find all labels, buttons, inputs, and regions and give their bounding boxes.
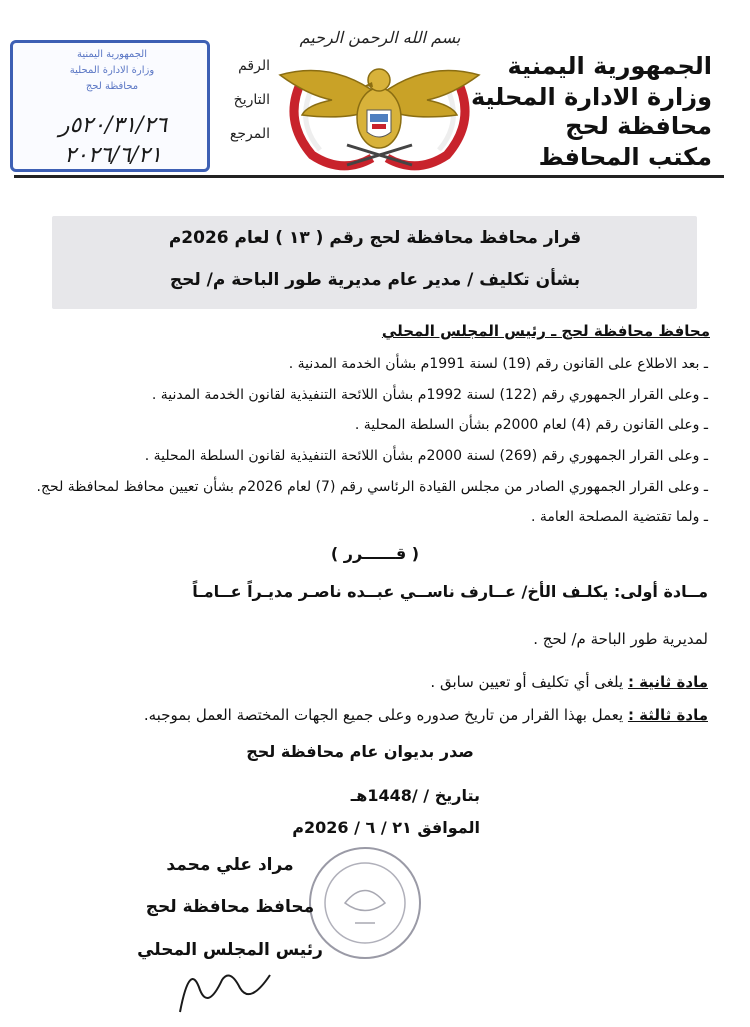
article-third: [28, 706, 708, 724]
signatory-title-governor: محافظ محافظة لحج: [145, 897, 315, 917]
handwritten-ref: ٥٢٠/٣١/٢٦ر: [58, 113, 168, 138]
preamble-item: ـ ولما تقتضية المصلحة العامة .: [530, 509, 708, 525]
basmala: بسم الله الرحمن الرحيم: [299, 28, 461, 47]
stamp-line-2: وزارة الادارة المحلية: [69, 65, 155, 76]
header-divider: [14, 175, 724, 178]
registry-stamp: [10, 40, 210, 172]
article-second: [28, 673, 708, 691]
preamble-item: ـ بعد الاطلاع على القانون رقم (19) لسنة 1991م بشأن الخدمة المدنية .: [288, 356, 708, 372]
stamp-line-1: الجمهورية اليمنية: [76, 49, 147, 60]
article-third-label: مادة ثالثة :: [627, 706, 708, 724]
decision-title: قرار محافظ محافظة لحج رقم ( ١٣ ) لعام 2026م: [168, 228, 582, 248]
org-country: الجمهورية اليمنية: [507, 52, 712, 80]
article-second-text: يلغى أي تكليف أو تعيين سابق .: [430, 673, 624, 691]
org-governorate: محافظة لحج: [565, 112, 712, 140]
article-third-text: يعمل بهذا القرار من تاريخ صدوره وعلى جميع الجهات المختصة العمل بموجبه.: [143, 706, 624, 724]
meta-date-label: التاريخ: [233, 92, 270, 108]
issuing-authority: محافظ محافظة لحج ـ رئيس المجلس المحلي: [381, 322, 710, 340]
hijri-date: بتاريخ / /1448هـ: [350, 786, 480, 805]
signatory-name: مراد علي محمد: [166, 855, 294, 875]
handwritten-date: ٢٠٢٦/٦/٢١: [64, 143, 162, 168]
decision-subject: بشأن تكليف / مدير عام مديرية طور الباحة م/ لحج: [169, 270, 581, 290]
article-first: مــادة أولى: يكلـف الأخ/ عــارف ناســي عبــده ناصـر مديـراً عــامـاً: [192, 582, 708, 601]
preamble-item: ـ وعلى القرار الجمهوري الصادر من مجلس القيادة الرئاسي رقم (7) لعام 2026م بشأن تعيين محافظ لمحافظة لحج.: [36, 479, 708, 495]
org-ministry: وزارة الادارة المحلية: [470, 83, 712, 111]
article-first-continued: لمديرية طور الباحة م/ لحج .: [533, 630, 708, 648]
stamp-line-3: محافظة لحج: [85, 81, 139, 92]
gregorian-date: الموافق ٢١ / ٦ / 2026م: [292, 818, 480, 837]
preamble-item: ـ وعلى القرار الجمهوري رقم (269) لسنة 2000م بشأن اللائحة التنفيذية لقانون السلطة المحلية .: [144, 448, 708, 464]
meta-number-label: الرقم: [238, 58, 270, 74]
signatory-title-council: رئيس المجلس المحلي: [137, 940, 323, 960]
meta-reference-label: المرجع: [229, 126, 270, 142]
preamble-item: ـ وعلى القرار الجمهوري رقم (122) لسنة 1992م بشأن اللائحة التنفيذية لقانون الخدمة المدنية .: [151, 387, 708, 403]
article-second-label: مادة ثانية :: [627, 673, 708, 691]
issued-at: صدر بديوان عام محافظة لحج: [246, 742, 474, 761]
org-office: مكتب المحافظ: [538, 143, 712, 171]
preamble-item: ـ وعلى القانون رقم (4) لعام 2000م بشأن السلطة المحلية .: [354, 417, 708, 433]
handwritten-signature: [170, 950, 280, 1020]
decision-heading: ( قــــــرر ): [330, 544, 420, 563]
